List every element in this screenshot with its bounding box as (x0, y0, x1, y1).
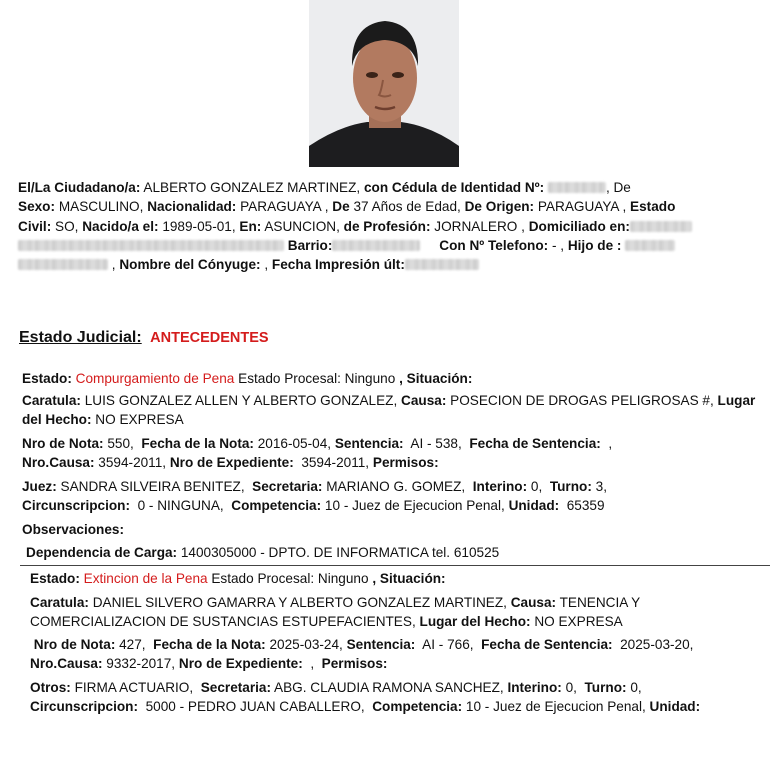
sentencia-value: AI - 538, (410, 436, 462, 451)
secretaria-label: Secretaria: (200, 680, 271, 695)
fecha-nota-label: Fecha de la Nota: (141, 436, 254, 451)
expediente-label: Nro de Expediente: (178, 655, 303, 671)
origen-label: De Origen: (464, 199, 535, 215)
record-1 (22, 369, 760, 388)
nacionalidad-label: Nacionalidad: (147, 199, 237, 215)
lugar-value: NO EXPRESA (95, 411, 184, 427)
judicial-status-label: Estado Judicial: (19, 329, 142, 346)
civil-value: SO, (55, 218, 79, 234)
telefono-label: Con Nº Telefono: (439, 237, 549, 253)
sexo-label: Sexo: (18, 199, 56, 215)
profesion-value: JORNALERO , (434, 218, 525, 234)
unidad-value: 65359 (566, 497, 605, 513)
interino-label: Interino: (472, 479, 528, 494)
interino-value: 0, (565, 680, 577, 695)
fecha-nota-value: 2016-05-04, (257, 436, 332, 451)
circunscripcion-label: Circunscripcion: (22, 497, 131, 513)
turno-label: Turno: (584, 680, 627, 695)
citizen-name: ALBERTO GONZALEZ MARTINEZ, (143, 180, 361, 195)
comma: , (111, 257, 116, 273)
permisos-label: Permisos: (321, 655, 388, 671)
secretaria-label: Secretaria: (252, 479, 323, 494)
hijo-de-label: Hijo de : (567, 237, 622, 253)
fecha-sentencia-label: Fecha de Sentencia: (481, 637, 613, 652)
fecha-sentencia-value: 2025-03-20, (620, 637, 694, 652)
nro-causa-value: 9332-2017, (106, 655, 176, 671)
lugar-label: Lugar del Hecho: (22, 393, 756, 427)
en-label: En: (239, 218, 262, 234)
record-divider (20, 565, 770, 566)
fecha-nota-value: 2025-03-24, (269, 637, 343, 652)
en-value: ASUNCION, (264, 218, 340, 234)
expediente-value: 3594-2011, (301, 454, 370, 470)
fecha-sentencia-value: , (608, 436, 613, 451)
record-1-caratula (22, 392, 760, 429)
redacted-address (630, 221, 692, 232)
competencia-value: 10 - Juez de Ejecucion Penal, (324, 497, 505, 513)
record-1-dependencia (26, 543, 760, 562)
situacion-label: , Situación: (372, 571, 446, 586)
nota-label: Nro de Nota: (22, 436, 104, 451)
nota-label: Nro de Nota: (33, 637, 116, 652)
turno-value: 3, (595, 479, 607, 494)
de-label: , De (605, 180, 631, 195)
nacido-value: 1989-05-01, (162, 218, 236, 234)
record-1-juez (22, 478, 760, 515)
turno-label: Turno: (549, 479, 592, 494)
estado-procesal: Estado Procesal: Ninguno (211, 571, 369, 586)
competencia-label: Competencia: (372, 698, 463, 714)
telefono-value: - , (551, 237, 565, 253)
causa-value: POSECION DE DROGAS PELIGROSAS #, (450, 393, 714, 408)
caratula-label: Caratula: (30, 595, 89, 610)
personal-info-line-4 (18, 236, 760, 255)
circunscripcion-label: Circunscripcion: (30, 698, 139, 714)
conyuge-label: Nombre del Cónyuge: (119, 257, 261, 273)
personal-info-line-5 (18, 255, 760, 274)
nro-causa-value: 3594-2011, (98, 454, 167, 470)
civil-label: Civil: (18, 218, 52, 234)
estado-procesal: Estado Procesal: Ninguno (238, 371, 396, 386)
interino-label: Interino: (507, 680, 562, 695)
dependencia-value: 1400305000 - DPTO. DE INFORMATICA tel. 610525 (180, 545, 500, 560)
dependencia-label: Dependencia de Carga: (26, 545, 178, 560)
edad-label: De (332, 199, 350, 215)
permisos-label: Permisos: (372, 454, 439, 470)
expediente-label: Nro de Expediente: (169, 454, 294, 470)
secretaria-value: MARIANO G. GOMEZ, (326, 479, 466, 494)
id-label: con Cédula de Identidad Nº: (363, 180, 545, 195)
expediente-value: , (310, 655, 315, 671)
lugar-value: NO EXPRESA (534, 613, 623, 629)
unidad-label: Unidad: (508, 497, 560, 513)
record-2-otros (30, 679, 760, 716)
personal-info-line-3 (18, 217, 760, 236)
otros-label: Otros: (30, 680, 71, 695)
juez-label: Juez: (22, 479, 57, 494)
record-1-nota (22, 435, 760, 472)
interino-value: 0, (530, 479, 543, 494)
situacion-label: , Situación: (399, 371, 473, 386)
person-photo (309, 0, 459, 167)
redacted-barrio (332, 240, 420, 251)
estado-label: Estado: (30, 571, 80, 586)
portrait-illustration (309, 0, 459, 167)
domicilio-label: Domiciliado en: (528, 218, 630, 234)
fecha-sentencia-label: Fecha de Sentencia: (469, 436, 601, 451)
estado-civil-label: Estado (630, 199, 676, 215)
sentencia-label: Sentencia: (334, 436, 404, 451)
lugar-label: Lugar del Hecho: (419, 613, 531, 629)
otros-value: FIRMA ACTUARIO, (74, 680, 194, 695)
observaciones-label: Observaciones: (22, 522, 124, 537)
nota-value: 427, (119, 637, 146, 652)
nro-causa-label: Nro.Causa: (22, 454, 95, 470)
record-2 (30, 569, 760, 588)
estado-value: Compurgamiento de Pena (75, 371, 235, 386)
sexo-value: MASCULINO, (58, 199, 144, 215)
personal-info-line-2 (18, 197, 760, 216)
estado-value: Extincion de la Pena (83, 571, 208, 586)
origen-value: PARAGUAYA , (537, 199, 627, 215)
personal-info-line-1 (18, 178, 760, 197)
sentencia-label: Sentencia: (346, 637, 416, 652)
circunscripcion-value: 0 - NINGUNA, (137, 497, 224, 513)
caratula-value: LUIS GONZALEZ ALLEN Y ALBERTO GONZALEZ, (84, 393, 398, 408)
nacido-label: Nacido/a el: (82, 218, 159, 234)
redacted-parents-cont (18, 259, 108, 270)
nota-value: 550, (107, 436, 134, 451)
judicial-status-heading (19, 328, 269, 348)
redacted-id (548, 182, 606, 193)
record-1-estado (22, 369, 760, 388)
causa-label: Causa: (510, 595, 557, 610)
nacionalidad-value: PARAGUAYA , (240, 199, 329, 215)
barrio-label: Barrio: (287, 237, 333, 253)
redacted-address-cont (18, 240, 284, 251)
causa-label: Causa: (401, 393, 447, 408)
causa-value: TENENCIA Y COMERCIALIZACION DE SUSTANCIAS ESTUPEFACIENTES, (30, 595, 640, 629)
competencia-label: Competencia: (231, 497, 322, 513)
record-2-nota (30, 636, 760, 673)
fecha-nota-label: Fecha de la Nota: (153, 637, 266, 652)
competencia-value: 10 - Juez de Ejecucion Penal, (465, 698, 646, 714)
sentencia-value: AI - 766, (422, 637, 474, 652)
redacted-parents (625, 240, 675, 251)
judicial-status-value: ANTECEDENTES (150, 330, 269, 346)
redacted-print-date (405, 259, 479, 270)
record-1-observaciones (22, 520, 760, 539)
profesion-label: de Profesión: (343, 218, 431, 234)
record-2-caratula (30, 594, 760, 631)
caratula-label: Caratula: (22, 393, 81, 408)
circunscripcion-value: 5000 - PEDRO JUAN CABALLERO, (145, 698, 365, 714)
turno-value: 0, (630, 680, 642, 695)
estado-label: Estado: (22, 371, 72, 386)
nro-causa-label: Nro.Causa: (30, 655, 103, 671)
citizen-label: El/La Ciudadano/a: (18, 180, 141, 195)
edad-value: 37 Años de Edad, (353, 199, 461, 215)
personal-info (18, 178, 760, 274)
juez-value: SANDRA SILVEIRA BENITEZ, (60, 479, 245, 494)
unidad-label: Unidad: (649, 698, 701, 714)
fecha-impresion-label: Fecha Impresión últ: (271, 257, 405, 273)
caratula-value: DANIEL SILVERO GAMARRA Y ALBERTO GONZALEZ MARTINEZ, (92, 595, 507, 610)
secretaria-value: ABG. CLAUDIA RAMONA SANCHEZ, (274, 680, 504, 695)
comma: , (264, 257, 269, 273)
